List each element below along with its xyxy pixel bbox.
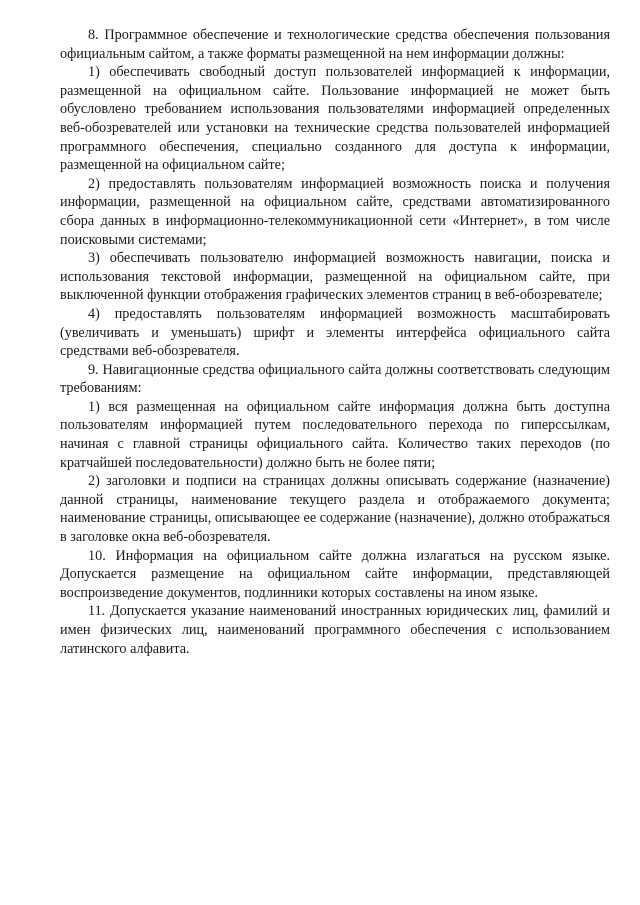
document-page xyxy=(60,26,610,658)
paragraph-8-item-1: 1) обеспечивать свободный доступ пользователей информацией к информации, размещенной на официальном сайте. Пользование информацией не может быть обусловлено требованием использования пользователями информацией определенных веб-обозревателей или установки на технические средства пользователей информацией программного обеспечения, специально созданного для доступа к информации, размещенной на официальном сайте; xyxy=(60,64,610,174)
paragraph-9-item-1: 1) вся размещенная на официальном сайте информация должна быть доступна пользователям информацией путем последовательного перехода по гиперссылкам, начиная с главной страницы официального сайта. Количество таких переходов (по кратчайшей последовательности) должно быть не более пяти; xyxy=(60,398,610,471)
paragraph-10: 10. Информация на официальном сайте должна излагаться на русском языке. Допускается размещение на официальном сайте информации, представляющей воспроизведение документов, подлинники которых составлены на ином языке. xyxy=(60,547,610,601)
paragraph-8-item-3: 3) обеспечивать пользователю информацией возможность навигации, поиска и использования текстовой информации, размещенной на официальном сайте, при выключенной функции отображения графических элементов страниц в веб-обозревателе; xyxy=(60,250,610,304)
paragraph-8: 8. Программное обеспечение и технологические средства обеспечения пользования официальным сайтом, а также форматы размещенной на нем информации должны: xyxy=(60,27,610,62)
paragraph-11: 11. Допускается указание наименований иностранных юридических лиц, фамилий и имен физических лиц, наименований программного обеспечения с использованием латинского алфавита. xyxy=(60,603,610,657)
paragraph-8-item-2: 2) предоставлять пользователям информацией возможность поиска и получения информации, размещенной на официальном сайте, средствами автоматизированного сбора данных в информационно-телекоммуникационной сети «Интернет», в том числе поисковыми системами; xyxy=(60,175,610,248)
paragraph-9: 9. Навигационные средства официального сайта должны соответствовать следующим требованиям: xyxy=(60,361,610,397)
paragraph-8-item-4: 4) предоставлять пользователям информацией возможность масштабировать (увеличивать и уменьшать) шрифт и элементы интерфейса официального сайта средствами веб-обозревателя. xyxy=(60,305,610,360)
paragraph-9-item-2: 2) заголовки и подписи на страницах должны описывать содержание (назначение) данной страницы, наименование текущего раздела и отображаемого документа; наименование страницы, описывающее ее содержание (назначение), должно отображаться в заголовке окна веб-обозревателя. xyxy=(60,473,610,546)
